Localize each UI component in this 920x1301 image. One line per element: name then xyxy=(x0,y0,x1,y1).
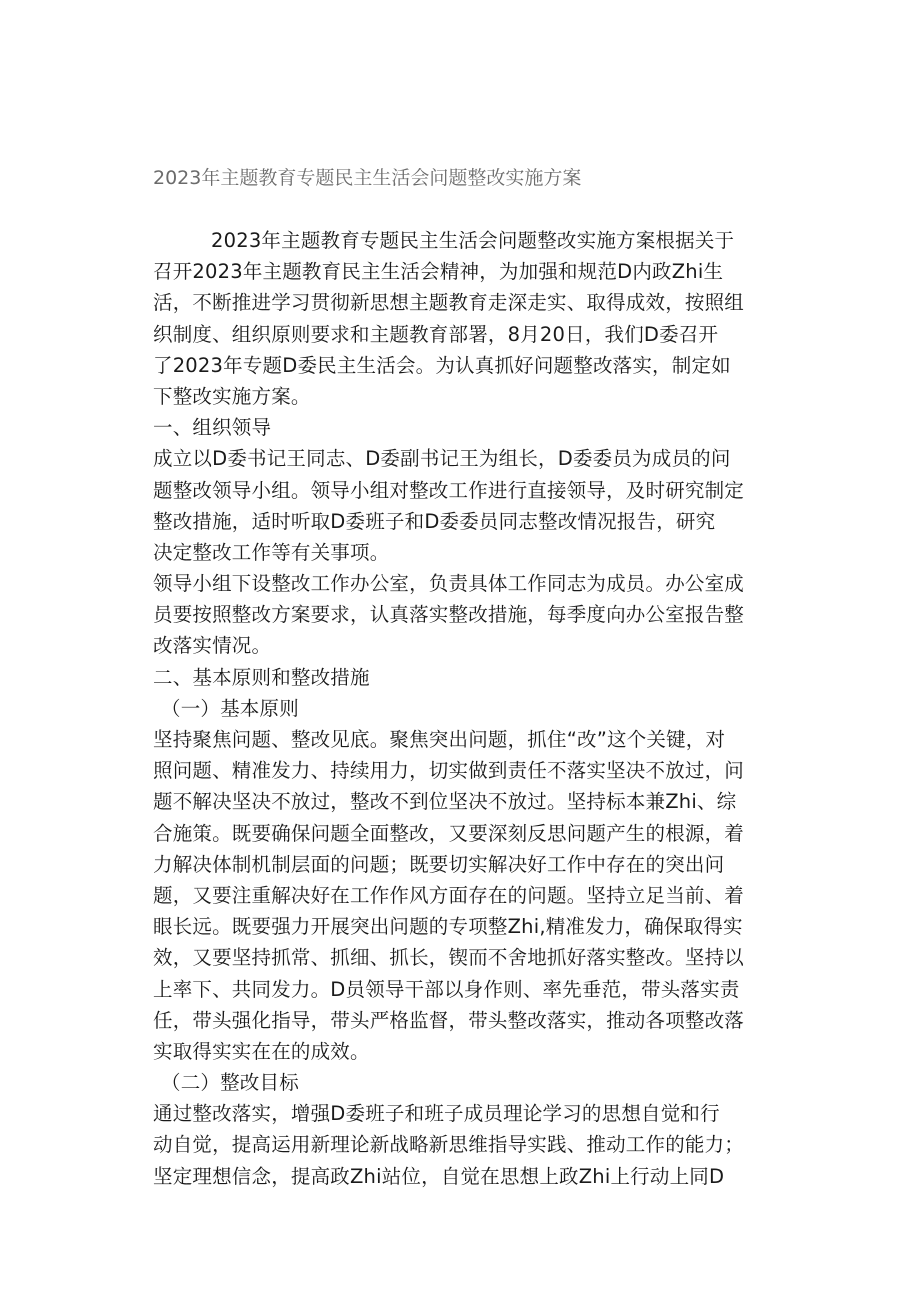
paragraph-line: 下整改实施方案。 xyxy=(153,384,311,408)
paragraph-line: 召开2023年主题教育民主生活会精神，为加强和规范D内政Zhi生 xyxy=(153,260,724,284)
section-heading: 二、基本原则和整改措施 xyxy=(153,665,370,689)
paragraph-line: 实取得实实在在的成效。 xyxy=(153,1039,370,1063)
paragraph-line: 上率下、共同发力。D员领导干部以身作则、率先垂范，带头落实责 xyxy=(153,977,740,1001)
paragraph-line: 眼长远。既要强力开展突出问题的专项整Zhi,精准发力，确保取得实 xyxy=(153,915,743,939)
paragraph-line: 动自觉，提高运用新理论新战略新思维指导实践、推动工作的能力； xyxy=(153,1133,745,1157)
paragraph-line: 坚定理想信念，提高政Zhi站位，自觉在思想上政Zhi上行动上同D xyxy=(153,1164,725,1188)
paragraph-line: 2023年主题教育专题民主生活会问题整改实施方案根据关于 xyxy=(211,229,735,252)
paragraph-line: 员要按照整改方案要求，认真落实整改措施，每季度向办公室报告整 xyxy=(153,603,745,627)
paragraph-line: 整改措施，适时听取D委班子和D委委员同志整改情况报告，研究 xyxy=(153,509,716,533)
subsection-heading: （二）整改目标 xyxy=(161,1071,299,1095)
paragraph-line: 领导小组下设整改工作办公室，负责具体工作同志为成员。办公室成 xyxy=(153,572,745,596)
subsection-heading: （一）基本原则 xyxy=(161,696,299,720)
paragraph-line: 任，带头强化指导，带头严格监督，带头整改落实，推动各项整改落 xyxy=(153,1008,745,1032)
paragraph-line: 坚持聚焦问题、整改见底。聚焦突出问题，抓住“改”这个关键，对 xyxy=(153,728,726,751)
paragraph-line: 决定整改工作等有关事项。 xyxy=(153,540,390,564)
paragraph-line: 织制度、组织原则要求和主题教育部署，8月20日，我们D委召开 xyxy=(153,322,719,346)
paragraph-line: 照问题、精准发力、持续用力，切实做到责任不落实坚决不放过，问 xyxy=(153,759,745,783)
paragraph-line: 活，不断推进学习贯彻新思想主题教育走深走实、取得成效，按照组 xyxy=(153,291,745,315)
paragraph-line: 题，又要注重解决好在工作作风方面存在的问题。坚持立足当前、着 xyxy=(153,883,745,907)
paragraph-line: 题不解决坚决不放过，整改不到位坚决不放过。坚持标本兼Zhi、综 xyxy=(153,790,737,814)
paragraph-line: 了2023年专题D委民主生活会。为认真抓好问题整改落实，制定如 xyxy=(153,353,731,377)
paragraph-line: 题整改领导小组。领导小组对整改工作进行直接领导，及时研究制定 xyxy=(153,478,745,502)
paragraph-line: 改落实情况。 xyxy=(153,634,272,658)
paragraph-line: 合施策。既要确保问题全面整改，又要深刻反思问题产生的根源，着 xyxy=(153,821,745,845)
paragraph-line: 通过整改落实，增强D委班子和班子成员理论学习的思想自觉和行 xyxy=(153,1102,720,1126)
paragraph-line: 力解决体制机制层面的问题；既要切实解决好工作中存在的突出问 xyxy=(153,852,725,876)
document-body xyxy=(153,225,763,1192)
paragraph-line: 效，又要坚持抓常、抓细、抓长，锲而不舍地抓好落实整改。坚持以 xyxy=(153,946,745,970)
document-title: 2023年主题教育专题民主生活会问题整改实施方案 xyxy=(153,167,582,189)
paragraph-line: 成立以D委书记王同志、D委副书记王为组长，D委委员为成员的问 xyxy=(153,447,731,471)
section-heading: 一、组织领导 xyxy=(153,416,272,440)
